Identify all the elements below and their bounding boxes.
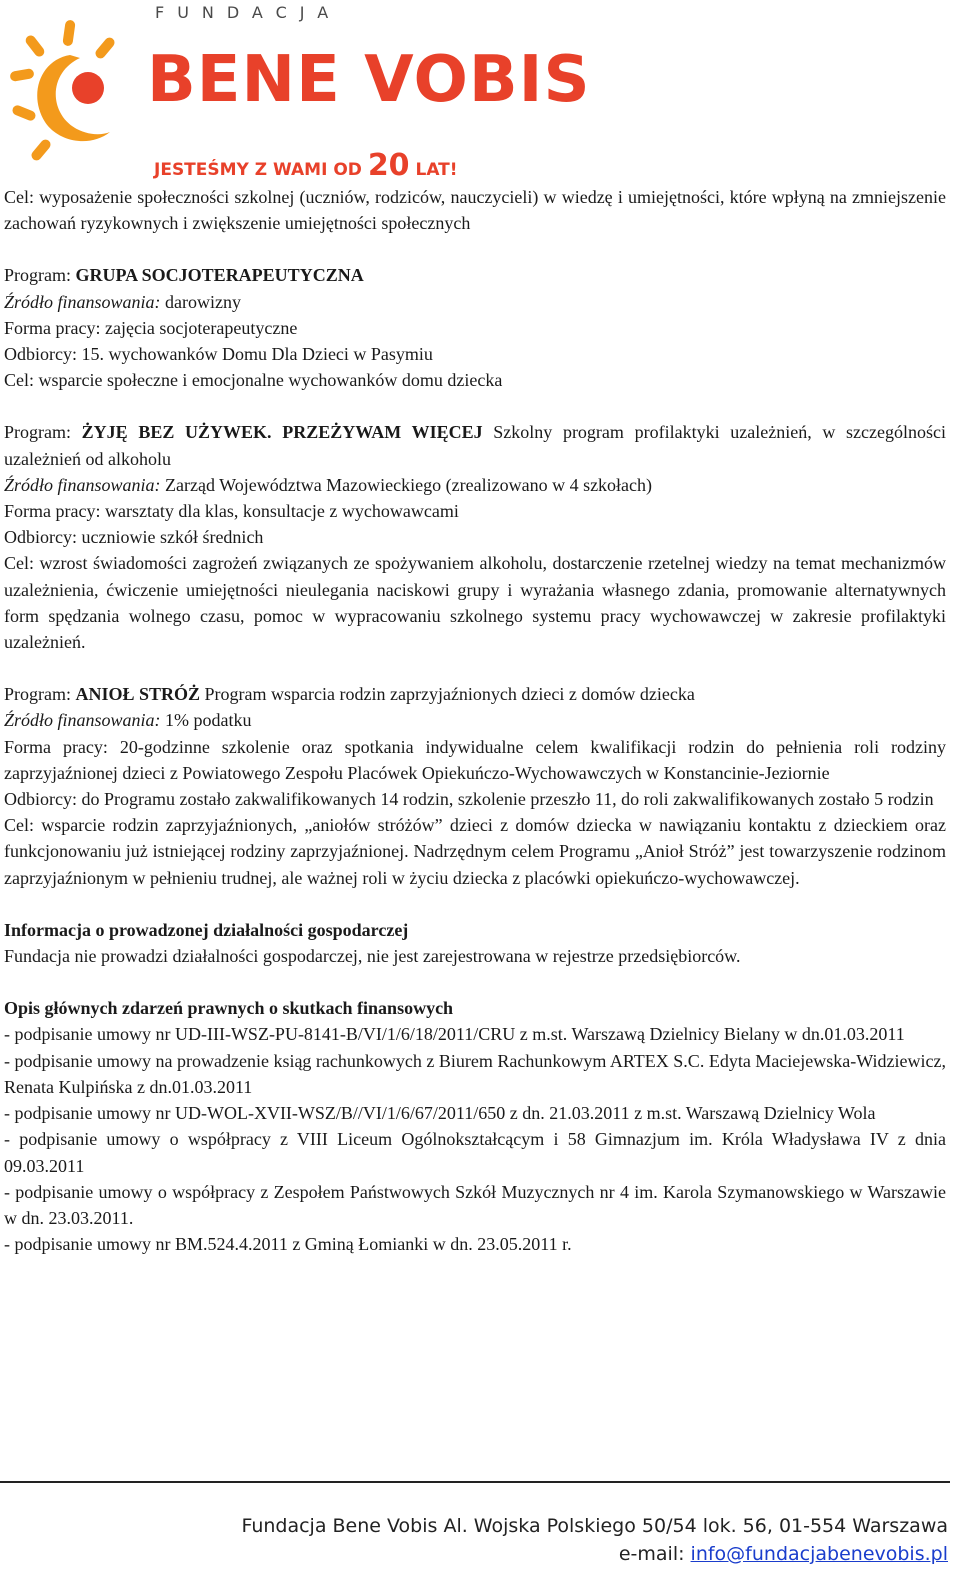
grupa-form: Forma pracy: zajęcia socjoterapeutyczne — [4, 317, 298, 338]
legal-item: - podpisanie umowy na prowadzenie ksiąg rachunkowych z Biurem Rachunkowym ARTEX S.C. Edyta Maciejewska-Widziewicz, Renata Kulpińska z dn.01.03.2011 — [4, 1050, 946, 1097]
logo-tagline: JESTEŚMY Z WAMI OD 20 LAT! — [154, 148, 458, 183]
footer-divider — [0, 1481, 950, 1483]
zyje-program-name: ŻYJĘ BEZ UŻYWEK. PRZEŻYWAM WIĘCEJ — [81, 422, 483, 443]
aniol-source: Źródło finansowania: 1% podatku — [4, 710, 252, 731]
page-footer — [188, 1512, 948, 1568]
footer-address: Fundacja Bene Vobis Al. Wojska Polskiego 50/54 lok. 56, 01-554 Warszawa — [241, 1515, 948, 1537]
business-heading: Informacja o prowadzonej działalności gospodarczej — [4, 919, 409, 940]
logo-name: BENE VOBIS — [147, 43, 591, 117]
grupa-recipients: Odbiorcy: 15. wychowanków Domu Dla Dzieci w Pasymiu — [4, 344, 433, 365]
aniol-form: Forma pracy: 20-godzinne szkolenie oraz spotkania indywidualne celem kwalifikacji rodzin do pełnienia roli rodziny zaprzyjaźnionej dzieci z Powiatowego Zespołu Placówek Opiekuńczo-Wychowawczych w Konstancinie-Jeziornie — [4, 736, 946, 783]
legal-heading: Opis głównych zdarzeń prawnych o skutkach finansowych — [4, 998, 454, 1019]
business-text: Fundacja nie prowadzi działalności gospodarczej, nie jest zarejestrowana w rejestrze przedsiębiorców. — [4, 946, 741, 967]
legal-item: - podpisanie umowy nr UD-III-WSZ-PU-8141-B/VI/1/6/18/2011/CRU z m.st. Warszawą Dzielnicy Bielany w dn.01.03.2011 — [4, 1024, 905, 1045]
zyje-recipients: Odbiorcy: uczniowie szkół średnich — [4, 527, 264, 548]
aniol-goal: Cel: wsparcie rodzin zaprzyjaźnionych, „aniołów stróżów” dzieci z domów dziecka w nawiązaniu kontaktu z dzieckiem oraz funkcjonowaniu już istniejącej rodziny zaprzyjaźnionej. Nadrzędnym celem Programu „Anioł Stróż” jest towarzyszenie rodzinom zaprzyjaźnionym w pełnieniu trudnej, ale ważnej roli w życiu dziecka z placówki opiekuńczo-wychowawczej. — [4, 815, 946, 888]
aniol-program: Program: ANIOŁ STRÓŻ Program wsparcia rodzin zaprzyjaźnionych dzieci z domów dziecka — [4, 684, 695, 705]
legal-item: - podpisanie umowy o współpracy z Zespołem Państwowych Szkół Muzycznych nr 4 im. Karola Szymanowskiego w Warszawie w dn. 23.03.2011. — [4, 1181, 946, 1228]
intro-goal: Cel: wyposażenie społeczności szkolnej (uczniów, rodziców, nauczycieli) w wiedzę i umiejętności, które wpłyną na zmniejszenie zachowań ryzykownych i zwiększenie umiejętności społecznych — [4, 187, 946, 234]
footer-email-line: e-mail: info@fundacjabenevobis.pl — [618, 1543, 948, 1565]
aniol-recipients: Odbiorcy: do Programu zostało zakwalifikowanych 14 rodzin, szkolenie przeszło 11, do roli zakwalifikowanych zostało 5 rodzin — [4, 789, 934, 810]
legal-item: - podpisanie umowy o współpracy z VIII Liceum Ogólnokształcącym i 58 Gimnazjum im. Króla Władysława IV z dnia 09.03.2011 — [4, 1129, 946, 1176]
document-body — [4, 184, 946, 1257]
logo-fundacja-text: FUNDACJA — [155, 3, 342, 22]
zyje-source: Źródło finansowania: Zarząd Województwa Mazowieckiego (zrealizowano w 4 szkołach) — [4, 474, 653, 495]
zyje-form: Forma pracy: warsztaty dla klas, konsultacje z wychowawcami — [4, 501, 459, 522]
email-link[interactable]: info@fundacjabenevobis.pl — [690, 1543, 948, 1565]
page-header — [0, 0, 960, 183]
grupa-goal: Cel: wsparcie społeczne i emocjonalne wychowanków domu dziecka — [4, 370, 503, 391]
zyje-goal: Cel: wzrost świadomości zagrożeń związanych ze spożywaniem alkoholu, dostarczenie rzetelnej wiedzy na temat mechanizmów uzależnienia, ćwiczenie umiejętności nieulegania naciskowi grupy i wyrażania własnego zdania, promowanie alternatywnych form spędzania wolnego czasu, pomoc w wypracowaniu szkolnego systemu pracy wychowawczej w zakresie profilaktyki uzależnień. — [4, 553, 946, 653]
legal-item: - podpisanie umowy nr UD-WOL-XVII-WSZ/B//VI/1/6/67/2011/650 z dn. 21.03.2011 z m.st. Warszawą Dzielnicy Wola — [4, 1103, 876, 1124]
legal-item: - podpisanie umowy nr BM.524.4.2011 z Gminą Łomianki w dn. 23.05.2011 r. — [4, 1234, 572, 1255]
zyje-program: Program: ŻYJĘ BEZ UŻYWEK. PRZEŻYWAM WIĘCEJ Szkolny program profilaktyki uzależnień, w szczególności uzależnień od alkoholu — [4, 422, 946, 469]
aniol-program-name: ANIOŁ STRÓŻ — [75, 684, 201, 705]
grupa-program: Program: GRUPA SOCJOTERAPEUTYCZNA — [4, 265, 364, 286]
grupa-source: Źródło finansowania: darowizny — [4, 291, 242, 312]
sun-logo-icon — [0, 0, 150, 180]
grupa-program-name: GRUPA SOCJOTERAPEUTYCZNA — [75, 265, 364, 286]
